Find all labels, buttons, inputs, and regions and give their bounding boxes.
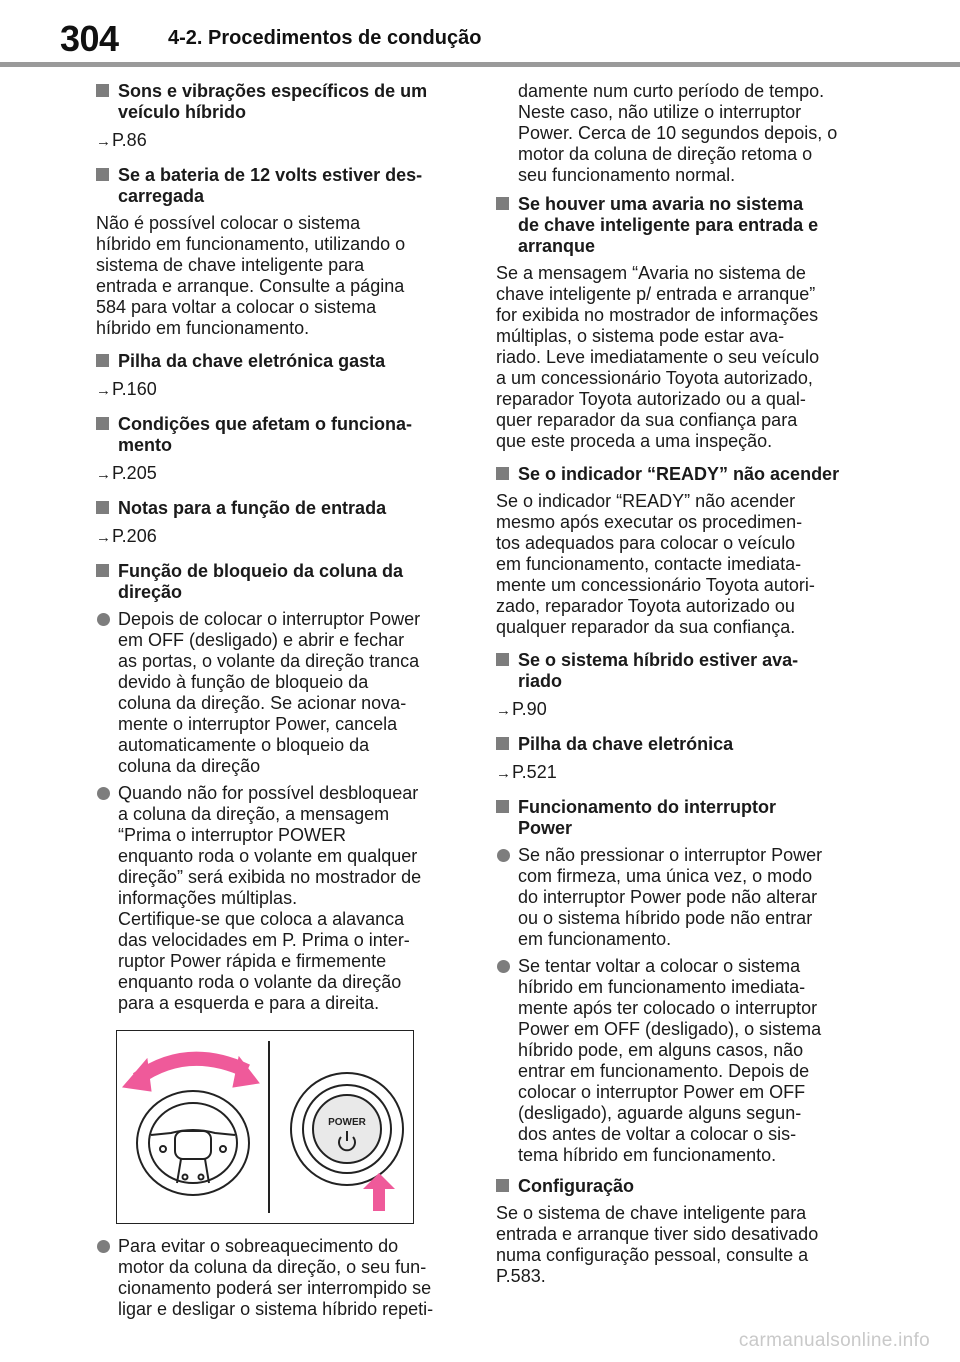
heading-key-battery-low: Pilha da chave eletrónica gasta xyxy=(96,351,468,372)
square-bullet-icon xyxy=(96,564,109,577)
square-bullet-icon xyxy=(496,1179,509,1192)
paragraph-configuration: Se o sistema de chave inteligente para entrada e arranque tiver sido desativado numa configuração pessoal, consulte a P.583. xyxy=(496,1203,819,1286)
square-bullet-icon xyxy=(96,168,109,181)
bullet-steering-lock-3: Para evitar o sobreaquecimento do motor da coluna da direção, o seu fun- cionamento poderá ser interrompido se ligar e desligar o sistema híbrido repeti- xyxy=(96,1236,468,1320)
arrow-icon: → xyxy=(96,133,111,150)
page-number: 304 xyxy=(60,18,119,59)
round-bullet-icon xyxy=(497,849,510,862)
heading-operating-conditions: Condições que afetam o funciona- mento xyxy=(96,414,468,456)
heading-power-switch-operation: Funcionamento do interruptor Power xyxy=(496,797,868,839)
square-bullet-icon xyxy=(96,84,109,97)
header-rule xyxy=(0,62,960,67)
round-bullet-icon xyxy=(497,960,510,973)
power-button-icon xyxy=(291,1073,403,1185)
square-bullet-icon xyxy=(96,417,109,430)
square-bullet-icon xyxy=(496,653,509,666)
paragraph-battery-discharged: Não é possível colocar o sistema híbrido em funcionamento, utilizando o sistema de chave inteligente para entrada e arranque. Consulte a página 584 para voltar a colocar o sistema híbrido em funcionamento. xyxy=(96,213,406,338)
reference-link[interactable]: →P.90 xyxy=(496,699,547,719)
bullet-power-switch-1: Se não pressionar o interruptor Power com firmeza, uma única vez, o modo do interruptor Power pode não alterar ou o sistema híbrido pode não entrar em funcionamento. xyxy=(496,845,868,950)
bullet-power-switch-2: Se tentar voltar a colocar o sistema híbrido em funcionamento imediata- mente após ter colocado o interruptor Power em OFF (desligado), o sistema híbrido pode, em alguns casos, não entrar em funcionamento. Depois de colocar o interruptor Power em OFF (desligado), aguarde alguns segun- dos antes de voltar a colocar o sis- tema híbrido em funcionamento. xyxy=(496,956,868,1166)
heading-entry-notes: Notas para a função de entrada xyxy=(96,498,468,519)
arrow-head-left-icon xyxy=(123,1059,151,1091)
steering-power-illustration xyxy=(116,1030,414,1224)
bullet-continuation: damente num curto período de tempo. Neste caso, não utilize o interruptor Power. Cerca de 10 segundos depois, o motor da coluna de direção retoma o seu funcionamento normal. xyxy=(518,81,838,185)
rotate-arrow-icon xyxy=(137,1059,247,1079)
reference-link[interactable]: →P.86 xyxy=(96,130,147,150)
watermark: carmanualsonline.info xyxy=(738,1330,930,1351)
steering-wheel-icon xyxy=(137,1091,249,1195)
round-bullet-icon xyxy=(97,787,110,800)
page-header xyxy=(0,0,960,70)
round-bullet-icon xyxy=(97,613,110,626)
heading-steering-lock: Função de bloqueio da coluna da direção xyxy=(96,561,468,603)
arrow-icon: → xyxy=(96,466,111,483)
arrow-icon: → xyxy=(96,382,111,399)
square-bullet-icon xyxy=(496,800,509,813)
square-bullet-icon xyxy=(496,737,509,750)
reference-link[interactable]: →P.521 xyxy=(496,762,557,782)
round-bullet-icon xyxy=(97,1240,110,1253)
paragraph-ready-indicator: Se o indicador “READY” não acender mesmo após executar os procedimen- tos adequados para colocar o veículo em funcionamento, contacte imediata- mente um concessionário Toyota autori- zado, reparador Toyota autorizado ou qualquer reparador da sua confiança. xyxy=(496,491,815,637)
heading-configuration: Configuração xyxy=(496,1176,868,1197)
heading-hybrid-sounds: Sons e vibrações específicos de um veículo híbrido xyxy=(96,81,468,123)
illustration-graphic xyxy=(117,1031,413,1223)
bullet-steering-lock-2: Quando não for possível desbloquear a coluna da direção, a mensagem “Prima o interruptor POWER enquanto roda o volante em qualquer direção” será exibida no mostrador de informações múltiplas. Certifique-se que coloca a alavanca das velocidades em P. Prima o inter- ruptor Power rápida e firmemente enquanto roda o volante da direção para a esquerda e para a direita. xyxy=(96,783,468,1014)
square-bullet-icon xyxy=(496,197,509,210)
square-bullet-icon xyxy=(96,354,109,367)
right-column xyxy=(496,81,868,1299)
heading-smart-key-malfunction: Se houver uma avaria no sistema de chave inteligente para entrada e arranque xyxy=(496,194,868,257)
left-column xyxy=(96,81,468,1326)
square-bullet-icon xyxy=(496,467,509,480)
square-bullet-icon xyxy=(96,501,109,514)
arrow-icon: → xyxy=(496,765,511,782)
reference-link[interactable]: →P.205 xyxy=(96,463,157,483)
arrow-icon: → xyxy=(496,702,511,719)
section-title: 4-2. Procedimentos de condução xyxy=(168,27,482,49)
heading-battery-discharged: Se a bateria de 12 volts estiver des- carregada xyxy=(96,165,468,207)
paragraph-smart-key-malfunction: Se a mensagem “Avaria no sistema de chave inteligente p/ entrada e arranque” for exibida no mostrador de informações múltiplas, o sistema pode estar ava- riado. Leve imediatamente o seu veículo a um concessionário Toyota autorizado, reparador Toyota autorizado ou a qual- quer reparador da sua confiança para que este proceda a uma inspeção. xyxy=(496,263,820,451)
bullet-steering-lock-1: Depois de colocar o interruptor Power em OFF (desligado) e abrir e fechar as portas, o volante da direção tranca devido à função de bloqueio da coluna da direção. Se acionar nova- mente o interruptor Power, cancela automaticamente o bloqueio da coluna da direção xyxy=(96,609,468,777)
arrow-icon: → xyxy=(96,529,111,546)
heading-ready-indicator: Se o indicador “READY” não acender xyxy=(496,464,868,485)
heading-key-battery: Pilha da chave eletrónica xyxy=(496,734,868,755)
heading-hybrid-malfunction: Se o sistema híbrido estiver ava- riado xyxy=(496,650,868,692)
reference-link[interactable]: →P.160 xyxy=(96,379,157,399)
reference-link[interactable]: →P.206 xyxy=(96,526,157,546)
power-button-label: POWER xyxy=(328,1117,366,1128)
